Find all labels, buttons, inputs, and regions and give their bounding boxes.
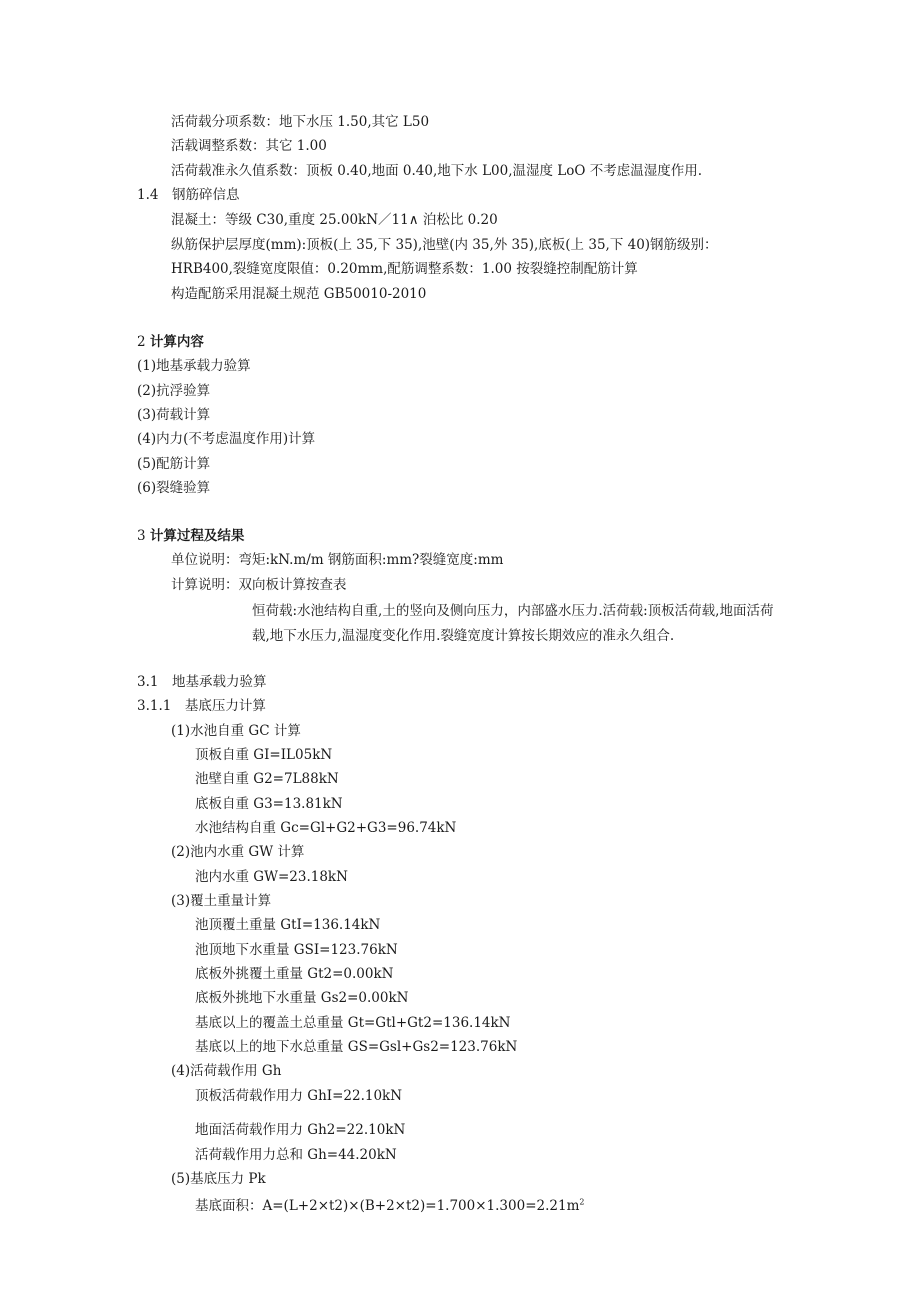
calc-line: 底板外挑地下水重量 Gs2=0.00kN [195,990,409,1006]
calc-line: 池壁自重 G2=7L88kN [195,771,339,787]
base-area-formula: 基底面积：A=(L+2×t2)×(B+2×t2)=1.700×1.300=2.21m [195,1198,580,1214]
section-number: 2 [137,334,146,350]
live-load-factor-line: 活荷载分项系数：地下水压 1.50,其它 L50 [171,114,430,130]
calc-line: 池顶地下水重量 GSI=123.76kN [195,942,398,958]
calc-line: 顶板活荷载作用力 GhI=22.10kN [195,1088,403,1104]
subsection-title: (4)活荷载作用 Gh [171,1063,282,1079]
section-heading-1-4: 1.4 钢筋碎信息 [137,187,240,203]
concrete-line: 混凝土：等级 C30,重度 25.00kN／11∧ 泊松比 0.20 [171,212,498,228]
load-description-paragraph: 恒荷载:水池结构自重,土的竖向及侧向压力，内部盛水压力.活荷载:顶板活荷载,地面活荷载,地下水压力,温湿度变化作用.裂缝宽度计算按长期效应的准永久组合. [252,603,774,644]
calc-line: 池顶覆土重量 GtI=136.14kN [195,917,381,933]
calc-note: 计算说明：双向板计算按查表 [171,577,347,593]
base-area-line [195,1196,584,1216]
subsection-title: (5)基底压力 Pk [171,1171,266,1187]
list-item: (6)裂缝验算 [137,480,211,496]
list-item: (1)地基承载力验算 [137,358,251,374]
quasi-permanent-line: 活荷载准永久值系数：顶板 0.40,地面 0.40,地下水 L00,温湿度 LoO 不考虑温湿度作用. [171,163,703,179]
section-number: 3 [137,528,146,544]
list-item: (5)配筋计算 [137,456,211,472]
calc-line: 基底以上的地下水总重量 GS=Gsl+Gs2=123.76kN [195,1039,518,1055]
live-load-adjust-line: 活载调整系数：其它 1.00 [171,138,327,154]
area-exponent: 2 [579,1197,585,1207]
subsection-title: (2)池内水重 GW 计算 [171,844,305,860]
subsection-title: (1)水池自重 GC 计算 [171,723,301,739]
list-item: (2)抗浮验算 [137,383,211,399]
calc-line: 地面活荷载作用力 Gh2=22.10kN [195,1122,406,1138]
calc-line: 底板外挑覆土重量 Gt2=0.00kN [195,966,394,982]
rebar-grade-line: HRB400,裂缝宽度限值：0.20mm,配筋调整系数：1.00 按裂缝控制配筋计算 [171,261,638,277]
calc-line: 基底以上的覆盖土总重量 Gt=Gtl+Gt2=136.14kN [195,1015,511,1031]
section-title: 计算内容 [149,334,204,350]
unit-note: 单位说明：弯矩:kN.m/m 钢筋面积:mm?裂缝宽度:mm [171,552,504,568]
calc-line: 活荷载作用力总和 Gh=44.20kN [195,1147,397,1163]
subsection-title: (3)覆土重量计算 [171,893,272,909]
section-heading-3-1-1: 3.1.1 基底压力计算 [137,698,266,714]
code-line: 构造配筋采用混凝土规范 GB50010-2010 [171,286,427,302]
section-heading-3 [137,526,244,546]
calc-line: 水池结构自重 Gc=Gl+G2+G3=96.74kN [195,820,457,836]
list-item: (4)内力(不考虑温度作用)计算 [137,431,316,447]
list-item: (3)荷载计算 [137,407,211,423]
cover-thickness-line: 纵筋保护层厚度(mm):顶板(上 35,下 35),池壁(内 35,外 35),底板(上 35,下 40)钢筋级别： [171,237,718,253]
calc-line: 顶板自重 GI=IL05kN [195,747,333,763]
calc-line: 池内水重 GW=23.18kN [195,869,348,885]
section-title: 计算过程及结果 [149,528,245,544]
calc-line: 底板自重 G3=13.81kN [195,796,343,812]
section-heading-2 [137,332,204,352]
section-heading-3-1: 3.1 地基承载力验算 [137,674,267,690]
